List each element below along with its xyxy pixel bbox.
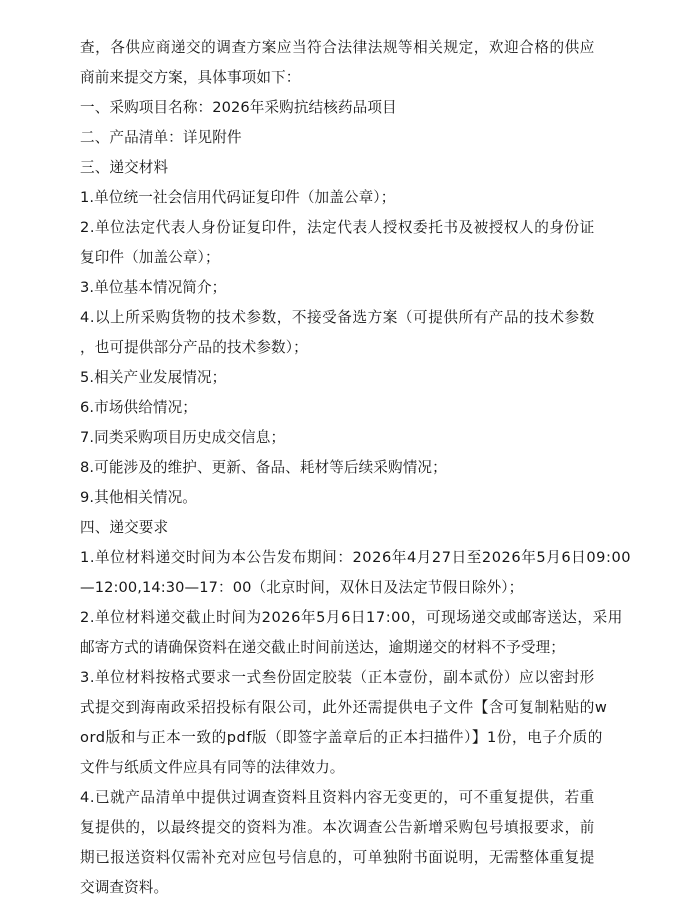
list-item: 复印件（加盖公章）； — [80, 249, 220, 266]
list-item: 2.单位法定代表人身份证复印件，法定代表人授权委托书及被授权人的身份证 — [80, 219, 595, 236]
list-item: 期已报送资料仅需补充对应包号信息的，可单独附书面说明，无需整体重复提 — [80, 849, 595, 866]
list-item: 邮寄方式的请确保资料在递交截止时间前送达，逾期递交的材料不予受理； — [80, 639, 565, 656]
list-item: 复提供的，以最终提交的资料为准。本次调查公告新增采购包号填报要求，前 — [80, 819, 595, 836]
list-item: ord版和与正本一致的pdf版（即签字盖章后的正本扫描件）】1份，电子介质的 — [80, 729, 603, 746]
list-item: 3.单位材料按格式要求一式叁份固定胶装（正本壹份，副本贰份）应以密封形 — [80, 669, 595, 686]
list-item: 1.单位材料递交时间为本公告发布期间：2026年4月27日至2026年5月6日09:00 — [80, 549, 632, 566]
section-heading: 三、递交材料 — [80, 159, 169, 176]
list-item: 1.单位统一社会信用代码证复印件（加盖公章）； — [80, 189, 396, 206]
text-line: 商前来提交方案，具体事项如下： — [80, 69, 301, 86]
section-heading: 一、采购项目名称：2026年采购抗结核药品项目 — [80, 99, 397, 116]
section-heading: 二、产品清单：详见附件 — [80, 129, 242, 146]
list-item: 4.以上所采购货物的技术参数，不接受备选方案（可提供所有产品的技术参数 — [80, 309, 595, 326]
list-item: —12:00,14:30—17：00（北京时间，双休日及法定节假日除外）； — [80, 579, 524, 596]
section-heading: 四、递交要求 — [80, 519, 169, 536]
list-item: 7.同类采购项目历史成交信息； — [80, 429, 286, 446]
list-item: ，也可提供部分产品的技术参数）； — [80, 339, 308, 356]
list-item: 3.单位基本情况简介； — [80, 279, 227, 296]
list-item: 6.市场供给情况； — [80, 399, 197, 416]
list-item: 4.已就产品清单中提供过调查资料且资料内容无变更的，可不重复提供，若重 — [80, 789, 595, 806]
list-item: 交调查资料。 — [80, 879, 169, 896]
list-item: 9.其他相关情况。 — [80, 489, 197, 506]
list-item: 5.相关产业发展情况； — [80, 369, 227, 386]
text-line: 查，各供应商递交的调查方案应当符合法律法规等相关规定，欢迎合格的供应 — [80, 39, 595, 56]
list-item: 2.单位材料递交截止时间为2026年5月6日17:00，可现场递交或邮寄送达，采用 — [80, 609, 623, 626]
list-item: 文件与纸质文件应具有同等的法律效力。 — [80, 759, 345, 776]
list-item: 8.可能涉及的维护、更新、备品、耗材等后续采购情况； — [80, 459, 447, 476]
list-item: 式提交到海南政采招投标有限公司，此外还需提供电子文件【含可复制粘贴的w — [80, 699, 608, 716]
